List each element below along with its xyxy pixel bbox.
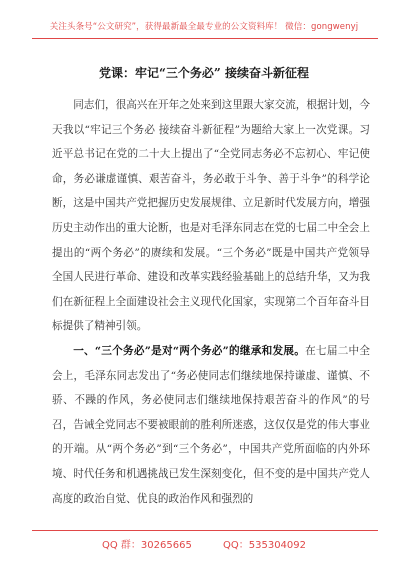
document-body (52, 93, 370, 511)
section-1-heading: 一、“三个务必”是对“两个务必”的继承和发展。 (73, 344, 306, 357)
footer-qq-group: QQ 群：30265665 (101, 540, 192, 551)
intro-paragraph: 同志们，很高兴在开年之处来到这里跟大家交流，根据计划，今天我以“牢记三个务必 接续奋斗新征程”为题给大家上一次党课。习近平总书记在党的二十大上提出了“全党同志务必不忘初心、牢记使命，务必谦虚谨慎、艰苦奋斗，务必敢于斗争、善于斗争”的科学论断，这是中国共产党把握历史发展规律、立足新时代发展方向，增强历史主动作出的重大论断，也是对毛泽东同志在党的七届二中全会上提出的“两个务必”的赓续和发展。“三个务必”既是中国共产党领导全国人民进行革命、建设和改革实践经验基础上的总结升华，又为我们在新征程上全面建设社会主义现代化国家，实现第二个百年奋斗目标提供了精神引领。 (52, 99, 370, 333)
header-rule (32, 38, 378, 39)
footer-rule (32, 530, 378, 531)
footer (0, 536, 408, 551)
footer-qq: QQ：535304092 (223, 540, 307, 551)
section-1-text: 在七届二中全会上，毛泽东同志发出了“务必使同志们继续地保持谦虚、谨慎、不骄、不躁的作风，务必使同志们继续地保持艰苦奋斗的作风”的号召，告诫全党同志不要被眼前的胜利所迷惑，这仅仅是党的伟大事业的开端。从“两个务必”到“三个务必”，中国共产党所面临的内外环境、时代任务和机遇挑战已发生深刻变化，但不变的是中国共产党人高度的政治自觉、优良的政治作风和强烈的 (52, 344, 371, 505)
section-1-paragraph (52, 339, 370, 511)
header-banner: 关注头条号“公文研究”，获得最新最全最专业的公文资料库！ 微信：gongwenyj (49, 22, 359, 32)
document-title: 党课：牢记“三个务必” 接续奋斗新征程 (99, 66, 309, 80)
